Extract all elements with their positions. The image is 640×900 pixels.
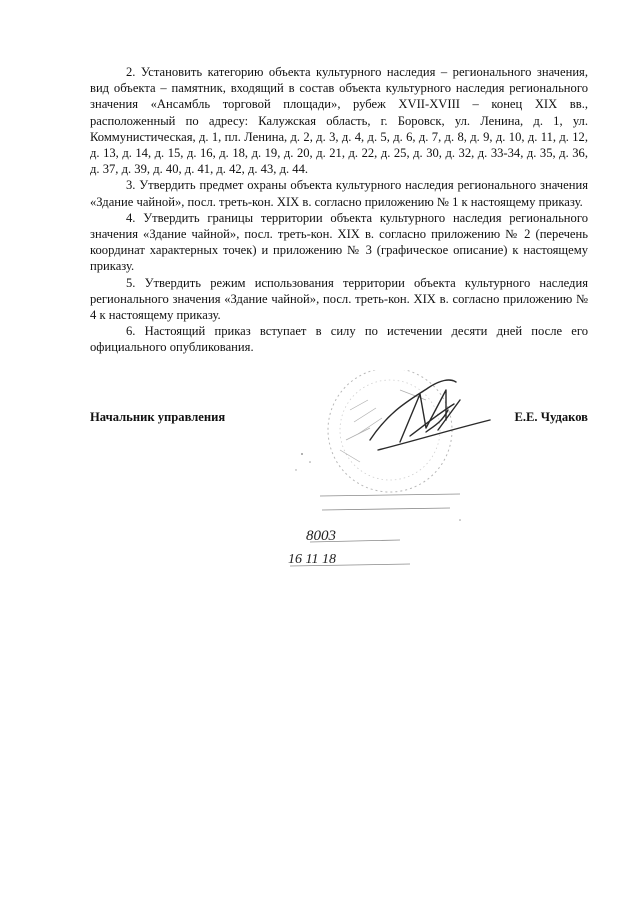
- seal-outer-ring: [328, 370, 452, 492]
- registration-date: 16 11 18: [288, 552, 336, 567]
- paragraph-5: 5. Утвердить режим использования территории объекта культурного наследия регионального значения «Здание чайной», посл. треть-кон. XIX в. согласно приложению № 4 к настоящему приказу.: [90, 275, 588, 323]
- order-body: [90, 64, 588, 356]
- signature-and-stamp: [250, 370, 510, 590]
- signature-block: [90, 410, 588, 430]
- paragraph-3: 3. Утвердить предмет охраны объекта культурного наследия регионального значения «Здание чайной», посл. треть-кон. XIX в. согласно приложению № 1 к настоящему приказу.: [90, 178, 588, 209]
- paragraph-2: 2. Установить категорию объекта культурного наследия – регионального значения, вид объекта – памятник, входящий в состав объекта культурного наследия регионального значения «Ансамбль торговой площади», рубеж XVII-XVIII – конец XIX вв., расположенный по адресу: Калужская область, г. Боровск, ул. Ленина, д. 1, ул. Коммунистическая, д. 1, пл. Ленина, д. 2, д. 3, д. 4, д. 5, д. 6, д. 7, д. 8, д. 9, д. 10, д. 11, д. 12, д. 13, д. 14, д. 15, д. 16, д. 18, д. 19, д. 20, д. 21, д. 22, д. 25, д. 30, д. 32, д. 33-34, д. 35, д. 36, д. 37, д. 39, д. 40, д. 41, д. 42, д. 43, д. 44.: [90, 65, 588, 177]
- seal-inner-ring: [340, 380, 440, 480]
- paragraph-6: 6. Настоящий приказ вступает в силу по истечении десяти дней после его официального опубликования.: [90, 324, 588, 355]
- signatory-position: Начальник управления: [90, 410, 226, 424]
- stamp-noise: [295, 453, 461, 521]
- registration-number: 8003: [306, 528, 336, 544]
- paragraph-4: 4. Утвердить границы территории объекта культурного наследия регионального значения «Здание чайной», посл. треть-кон. XIX в. согласно приложению № 2 (перечень координат характерных точек) и приложению № 3 (графическое описание) к настоящему приказу.: [90, 210, 588, 274]
- signatory-name: Е.Е. Чудаков: [514, 410, 588, 424]
